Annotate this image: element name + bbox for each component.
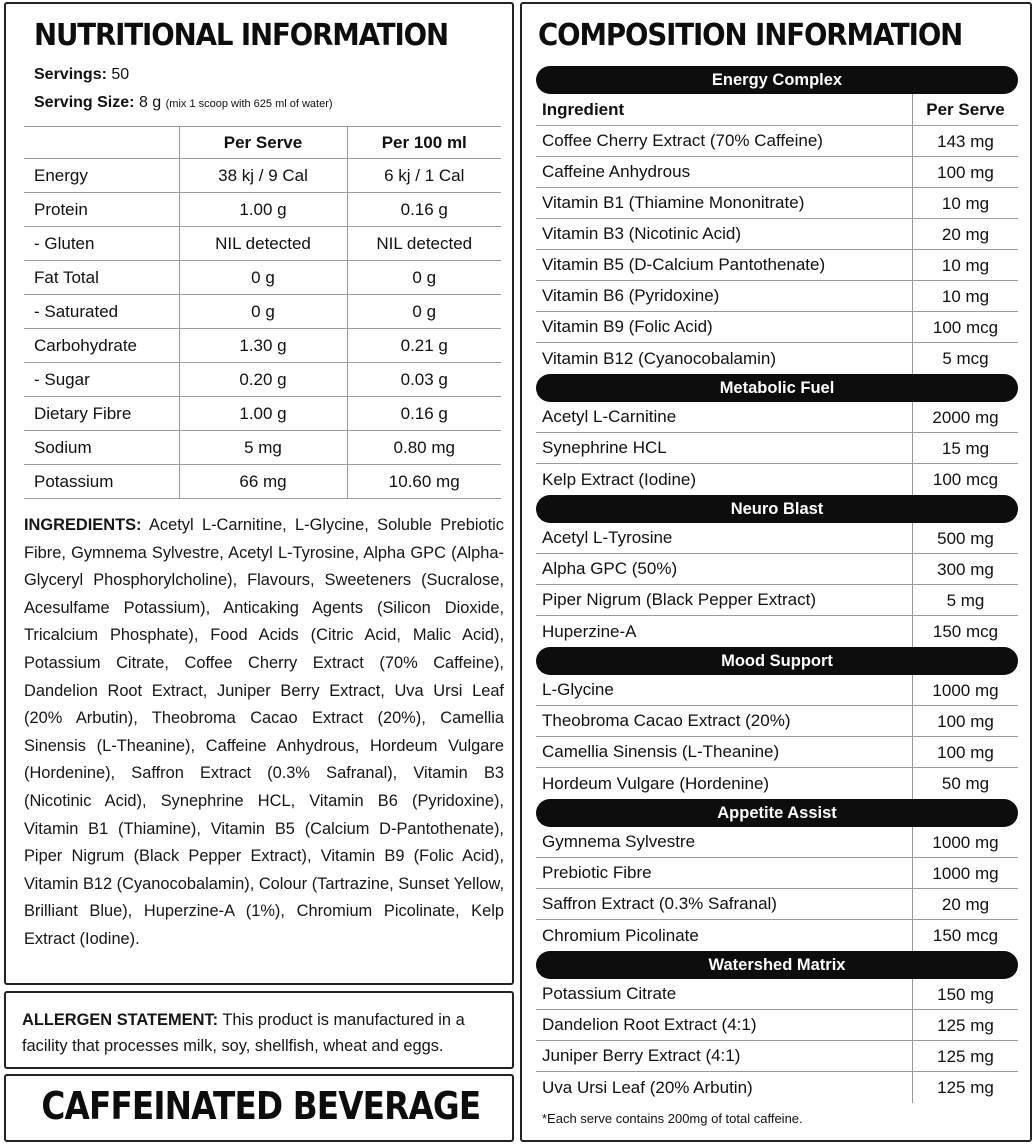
ingredient-amount: 5 mcg (912, 343, 1018, 374)
ingredient-name: Alpha GPC (50%) (542, 559, 678, 578)
nutrient-name: Sodium (24, 431, 179, 465)
ingredient-amount: 143 mg (912, 126, 1018, 156)
per-serve-column-header: Per Serve (179, 127, 347, 159)
ingredient-amount: 125 mg (912, 1041, 1018, 1071)
nutrition-table-header (24, 127, 501, 159)
ingredient-amount: 20 mg (912, 219, 1018, 249)
composition-row (536, 585, 1018, 616)
per-serve-value: 0 g (179, 261, 347, 295)
ingredient-name: L-Glycine (542, 680, 614, 699)
composition-row (536, 523, 1018, 554)
composition-row (536, 250, 1018, 281)
allergen-panel (4, 991, 514, 1069)
nutrient-name: - Sugar (24, 363, 179, 397)
composition-row (536, 464, 1018, 495)
ingredient-name: Theobroma Cacao Extract (20%) (542, 711, 791, 730)
section-items (536, 979, 1018, 1103)
section-header: Mood Support (536, 647, 1018, 675)
ingredient-amount: 500 mg (912, 523, 1018, 553)
ingredient-amount: 10 mg (912, 281, 1018, 311)
ingredient-amount: 10 mg (912, 250, 1018, 280)
ingredient-name: Gymnema Sylvestre (542, 832, 696, 851)
ingredient-name: Vitamin B6 (Pyridoxine) (542, 286, 720, 305)
ingredient-name: Uva Ursi Leaf (20% Arbutin) (542, 1077, 753, 1097)
servings-label: Servings: (34, 66, 107, 83)
serving-size-value: 8 g (138, 94, 162, 111)
composition-row (536, 920, 1018, 951)
nutrition-row (24, 261, 501, 295)
ingredient-name: Vitamin B1 (Thiamine Mononitrate) (542, 193, 805, 212)
beverage-label: CAFFEINATED BEVERAGE (41, 1084, 481, 1128)
per-100ml-value: 6 kj / 1 Cal (347, 159, 501, 193)
beverage-panel (4, 1074, 514, 1142)
composition-title: COMPOSITION INFORMATION (538, 18, 963, 53)
ingredient-amount: 5 mg (912, 585, 1018, 615)
per-100ml-value: 0.80 mg (347, 431, 501, 465)
per-serve-value: 5 mg (179, 431, 347, 465)
ingredient-amount: 125 mg (912, 1010, 1018, 1040)
section-header: Metabolic Fuel (536, 374, 1018, 402)
ingredient-name: Vitamin B12 (Cyanocobalamin) (542, 348, 777, 368)
composition-row (536, 616, 1018, 647)
per-serve-value: 0.20 g (179, 363, 347, 397)
composition-row (536, 554, 1018, 585)
ingredient-amount: 100 mcg (912, 464, 1018, 495)
ingredient-name: Synephrine HCL (542, 438, 667, 457)
per-serve-value: 66 mg (179, 465, 347, 499)
nutrition-row (24, 159, 501, 193)
ingredient-name: Hordeum Vulgare (Hordenine) (542, 773, 770, 793)
composition-column-header (536, 94, 1018, 126)
ingredient-name: Kelp Extract (Iodine) (542, 469, 697, 489)
composition-row (536, 706, 1018, 737)
composition-row (536, 1072, 1018, 1103)
nutrition-panel (4, 2, 514, 985)
ingredient-amount: 100 mg (912, 737, 1018, 767)
composition-row (536, 402, 1018, 433)
ingredient-name: Chromium Picolinate (542, 925, 699, 945)
caffeine-footnote: *Each serve contains 200mg of total caffeine. (542, 1111, 803, 1126)
section-header: Neuro Blast (536, 495, 1018, 523)
composition-row (536, 889, 1018, 920)
ingredient-name: Dandelion Root Extract (4:1) (542, 1015, 757, 1034)
composition-row (536, 768, 1018, 799)
composition-panel (520, 2, 1032, 1142)
nutrient-name: Fat Total (24, 261, 179, 295)
per-100ml-value: 0 g (347, 261, 501, 295)
per-serve-value: NIL detected (179, 227, 347, 261)
ingredient-amount: 15 mg (912, 433, 1018, 463)
per-serve-value: 1.30 g (179, 329, 347, 363)
ingredient-name: Saffron Extract (0.3% Safranal) (542, 894, 777, 913)
ingredient-amount: 300 mg (912, 554, 1018, 584)
ingredient-name: Coffee Cherry Extract (70% Caffeine) (542, 131, 823, 150)
composition-row (536, 1041, 1018, 1072)
ingredient-amount: 10 mg (912, 188, 1018, 218)
composition-row (536, 281, 1018, 312)
composition-row (536, 737, 1018, 768)
per-100ml-value: NIL detected (347, 227, 501, 261)
ingredient-name: Huperzine-A (542, 621, 637, 641)
per-100ml-value: 0.21 g (347, 329, 501, 363)
ingredient-amount: 1000 mg (912, 858, 1018, 888)
ingredient-amount: 150 mg (912, 979, 1018, 1009)
composition-table (536, 66, 1018, 1126)
composition-row (536, 312, 1018, 343)
allergen-statement (22, 1007, 500, 1059)
composition-row (536, 126, 1018, 157)
nutrition-row (24, 397, 501, 431)
ingredient-name: Vitamin B5 (D-Calcium Pantothenate) (542, 255, 826, 274)
ingredient-amount: 50 mg (912, 768, 1018, 799)
ingredient-amount: 125 mg (912, 1072, 1018, 1103)
nutrition-row (24, 329, 501, 363)
per-serve-column-header: Per Serve (912, 94, 1018, 125)
section-items (536, 827, 1018, 951)
per-serve-value: 1.00 g (179, 397, 347, 431)
nutrition-row (24, 193, 501, 227)
ingredient-amount: 20 mg (912, 889, 1018, 919)
ingredient-name: Potassium Citrate (542, 984, 677, 1003)
composition-row (536, 188, 1018, 219)
nutrient-name: Dietary Fibre (24, 397, 179, 431)
ingredient-amount: 100 mg (912, 157, 1018, 187)
nutrient-column-header (24, 127, 179, 159)
per-100ml-value: 0.03 g (347, 363, 501, 397)
per-100ml-value: 0.16 g (347, 397, 501, 431)
ingredient-amount: 100 mcg (912, 312, 1018, 342)
nutrient-name: Protein (24, 193, 179, 227)
section-items (536, 402, 1018, 495)
per-serve-value: 38 kj / 9 Cal (179, 159, 347, 193)
per-100ml-value: 0 g (347, 295, 501, 329)
nutrient-name: Potassium (24, 465, 179, 499)
ingredient-name: Piper Nigrum (Black Pepper Extract) (542, 590, 816, 609)
ingredients-statement (24, 512, 504, 954)
per-serve-value: 1.00 g (179, 193, 347, 227)
ingredient-name: Prebiotic Fibre (542, 863, 652, 882)
composition-row (536, 979, 1018, 1010)
nutrition-row (24, 227, 501, 261)
composition-row (536, 858, 1018, 889)
ingredient-amount: 100 mg (912, 706, 1018, 736)
ingredients-label: INGREDIENTS: (24, 516, 142, 534)
per-100ml-column-header: Per 100 ml (347, 127, 501, 159)
serving-size-note: (mix 1 scoop with 625 ml of water) (165, 98, 333, 110)
nutrition-row (24, 295, 501, 329)
per-100ml-value: 10.60 mg (347, 465, 501, 499)
composition-row (536, 343, 1018, 374)
ingredient-name: Caffeine Anhydrous (542, 162, 691, 181)
nutrition-title: NUTRITIONAL INFORMATION (34, 18, 448, 53)
nutrient-name: Energy (24, 159, 179, 193)
ingredient-amount: 1000 mg (912, 675, 1018, 705)
per-100ml-value: 0.16 g (347, 193, 501, 227)
ingredient-name: Acetyl L-Carnitine (542, 407, 677, 426)
section-header: Watershed Matrix (536, 951, 1018, 979)
allergen-label: ALLERGEN STATEMENT: (22, 1011, 219, 1029)
allergen-text: This product is manufactured in a facility that processes milk, soy, shellfish, wheat and eggs. (22, 1011, 465, 1055)
ingredient-column-header: Ingredient (542, 99, 625, 119)
ingredients-text: Acetyl L-Carnitine, L-Glycine, Soluble Prebiotic Fibre, Gymnema Sylvestre, Acetyl L-Tyrosine, Alpha GPC (Alpha-Glyceryl Phosphorylcholine), Flavours, Sweeteners (Sucralose, Acesulfame Potassium), Anticaking Agents (Silicon Dioxide, Tricalcium Phosphate), Food Acids (Citric Acid, Malic Acid), Potassium Citrate, Coffee Cherry Extract (70% Caffeine), Dandelion Root Extract, Juniper Berry Extract, Uva Ursi Leaf (20% Arbutin), Theobroma Cacao Extract (20%), Camellia Sinensis (L-Theanine), Caffeine Anhydrous, Hordeum Vulgare (Hordenine), Saffron Extract (0.3% Safranal), Vitamin B3 (Nicotinic Acid), Synephrine HCL, Vitamin B6 (Pyridoxine), Vitamin B1 (Thiamine), Vitamin B5 (Calcium D-Pantothenate), Piper Nigrum (Black Pepper Extract), Vitamin B9 (Folic Acid), Vitamin B12 (Cyanocobalamin), Colour (Tartrazine, Sunset Yellow, Brilliant Blue), Huperzine-A (1%), Chromium Picolinate, Kelp Extract (Iodine). (24, 516, 504, 948)
servings-line (34, 66, 129, 84)
ingredient-amount: 150 mcg (912, 920, 1018, 951)
nutrition-table (24, 126, 501, 499)
composition-row (536, 157, 1018, 188)
section-header: Appetite Assist (536, 799, 1018, 827)
ingredient-amount: 150 mcg (912, 616, 1018, 647)
section-header: Energy Complex (536, 66, 1018, 94)
serving-size-line (34, 94, 333, 112)
ingredient-name: Vitamin B3 (Nicotinic Acid) (542, 224, 742, 243)
composition-row (536, 1010, 1018, 1041)
ingredient-amount: 1000 mg (912, 827, 1018, 857)
ingredient-name: Vitamin B9 (Folic Acid) (542, 317, 713, 336)
serving-size-label: Serving Size: (34, 94, 135, 111)
ingredient-name: Camellia Sinensis (L-Theanine) (542, 742, 780, 761)
nutrient-name: Carbohydrate (24, 329, 179, 363)
section-items (536, 675, 1018, 799)
section-items (536, 126, 1018, 374)
nutrition-row (24, 465, 501, 499)
ingredient-name: Acetyl L-Tyrosine (542, 528, 673, 547)
ingredient-amount: 2000 mg (912, 402, 1018, 432)
composition-row (536, 433, 1018, 464)
composition-row (536, 675, 1018, 706)
nutrient-name: - Gluten (24, 227, 179, 261)
ingredient-name: Juniper Berry Extract (4:1) (542, 1046, 741, 1065)
composition-row (536, 219, 1018, 250)
servings-value: 50 (111, 66, 130, 83)
nutrition-row (24, 363, 501, 397)
section-items (536, 523, 1018, 647)
composition-row (536, 827, 1018, 858)
nutrient-name: - Saturated (24, 295, 179, 329)
per-serve-value: 0 g (179, 295, 347, 329)
nutrition-row (24, 431, 501, 465)
